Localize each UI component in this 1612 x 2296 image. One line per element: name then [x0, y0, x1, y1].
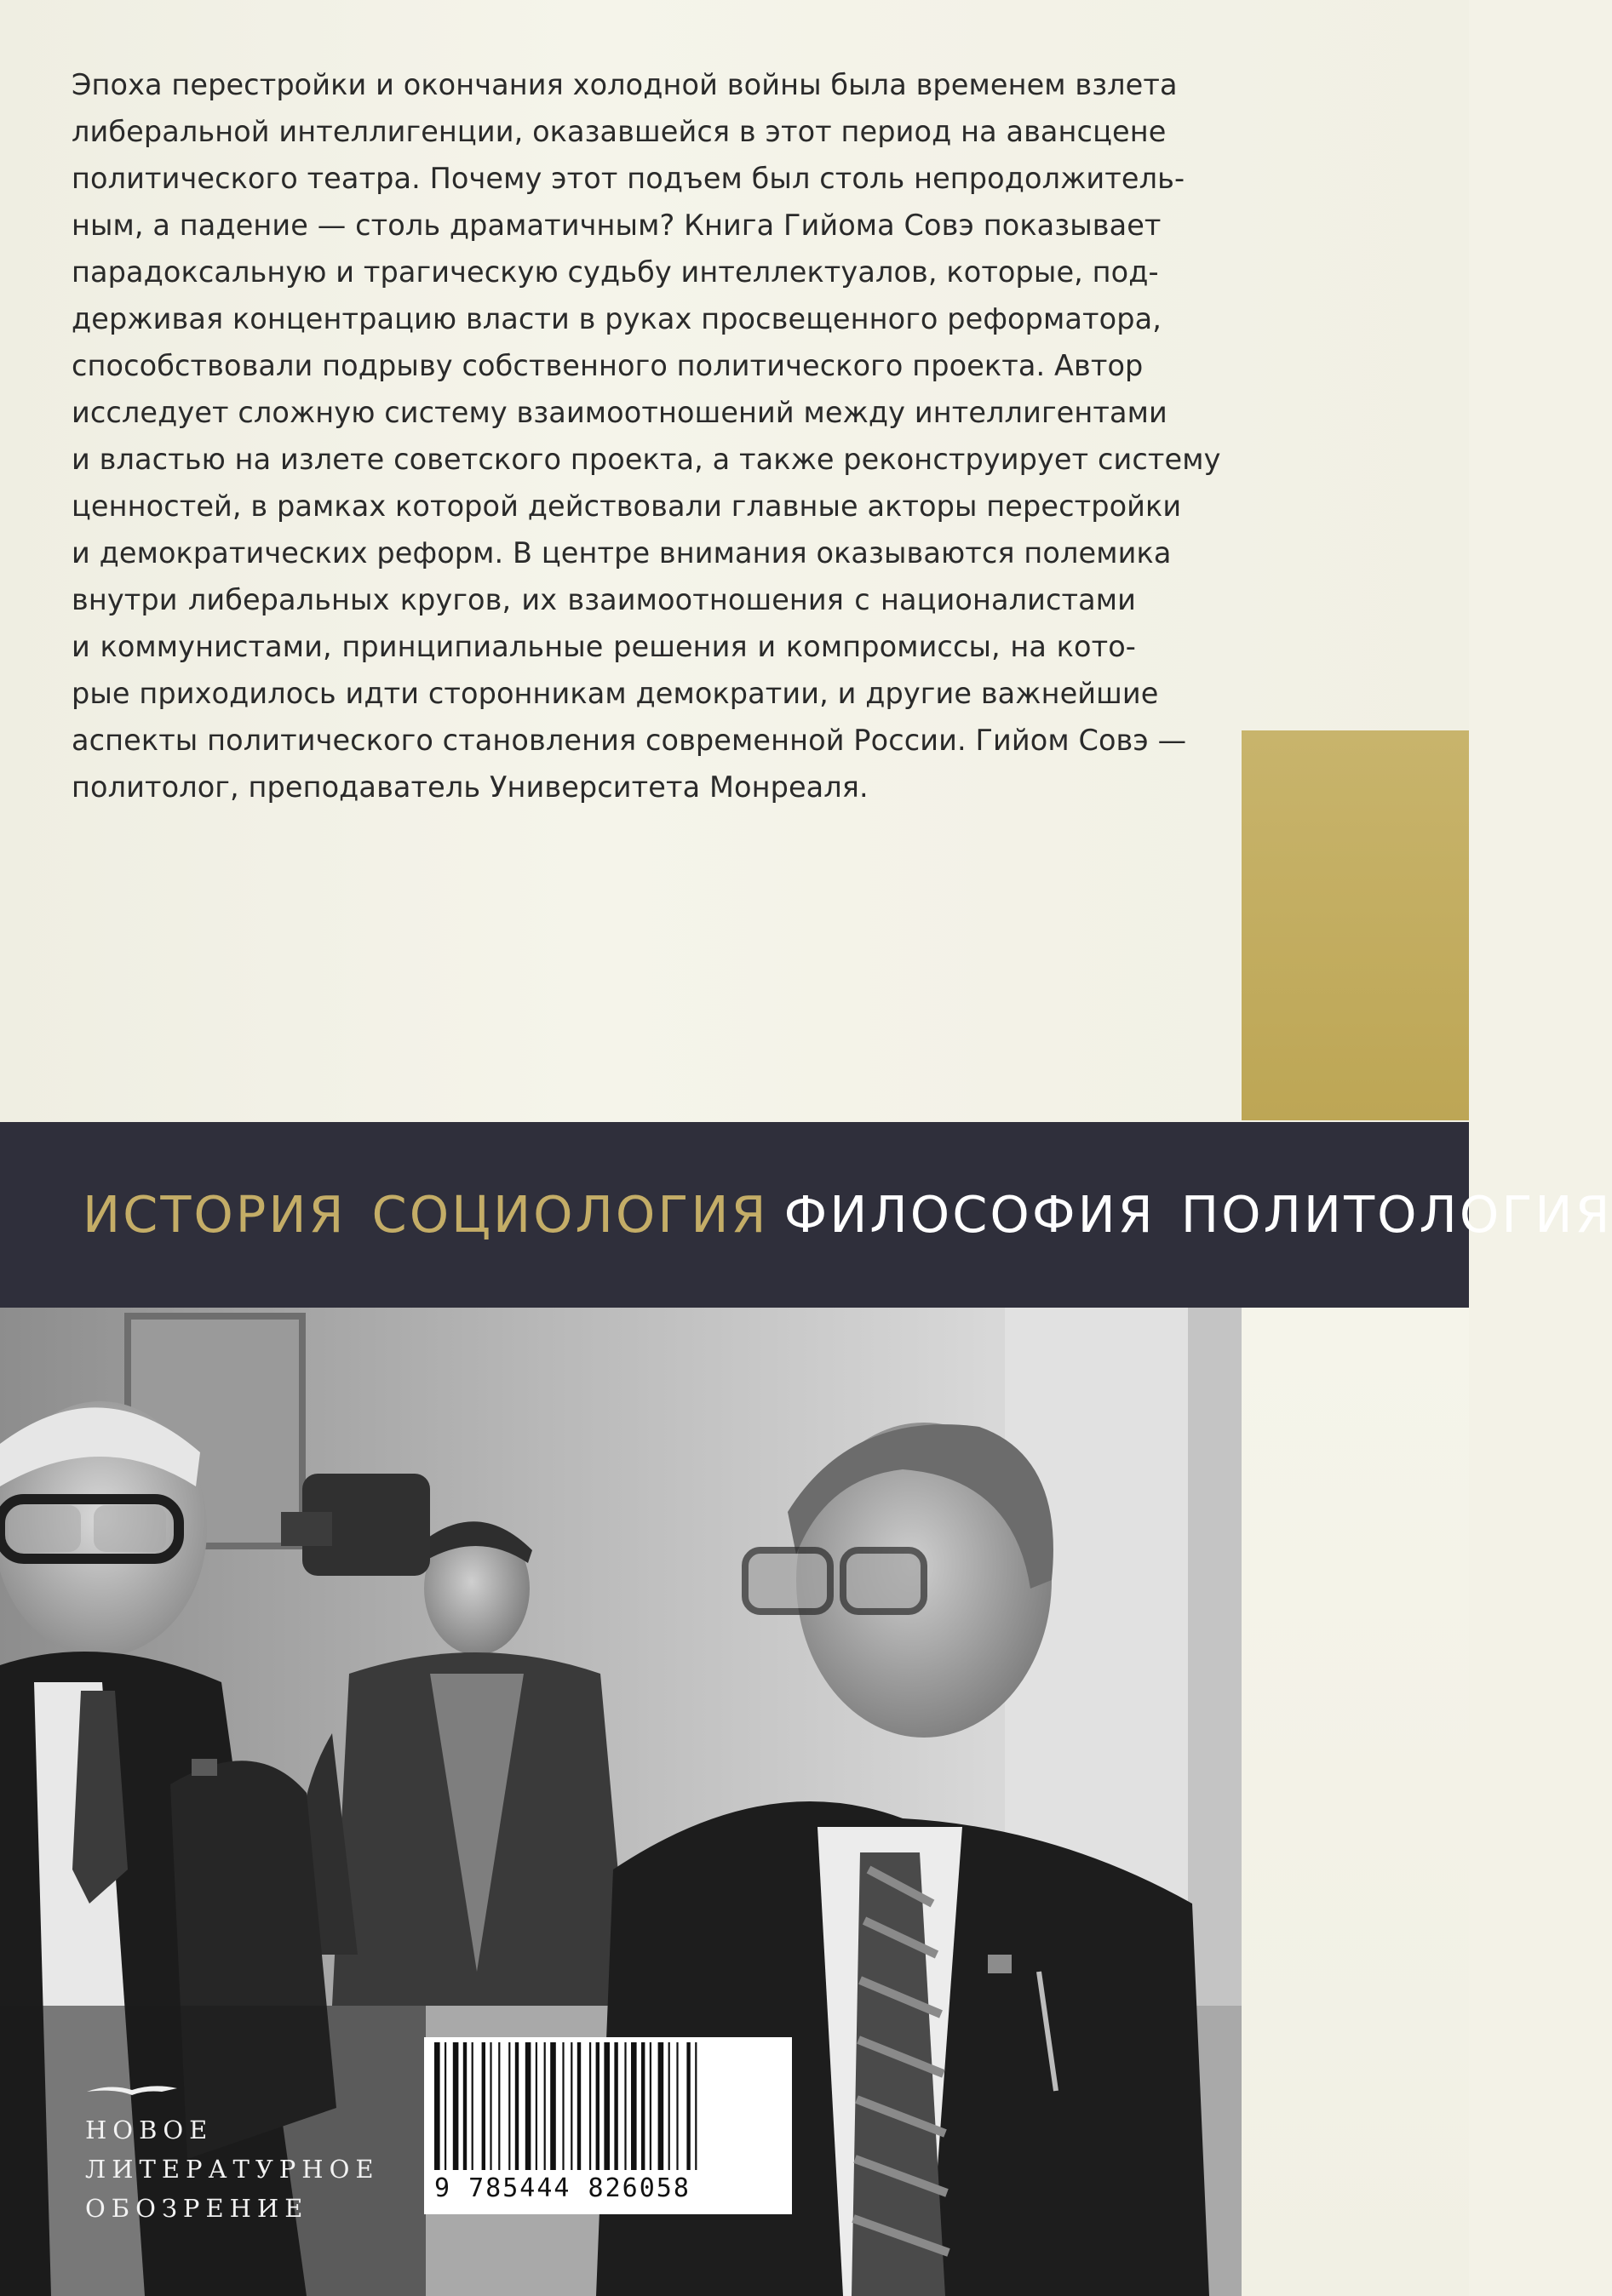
barcode-bar: [650, 2042, 651, 2170]
barcode-bar: [434, 2042, 440, 2170]
description-line: ным, а падение — столь драматичным? Книга Гийома Совэ показывает: [72, 209, 1162, 242]
description-line: способствовали подрыву собственного политического проекта. Автор: [72, 349, 1144, 382]
description-line: Эпоха перестройки и окончания холодной войны была временем взлета: [72, 68, 1178, 101]
barcode-bar: [676, 2042, 678, 2170]
barcode-bar: [544, 2042, 546, 2170]
barcode-bar: [686, 2042, 690, 2170]
barcode-bar: [604, 2042, 610, 2170]
series-sociology: СОЦИОЛОГИЯ: [371, 1185, 769, 1244]
barcode-bar: [589, 2042, 591, 2170]
description-line: ценностей, в рамках которой действовали главные акторы перестройки: [72, 490, 1182, 523]
description-line: держивая концентрацию власти в руках просвещенного реформатора,: [72, 302, 1162, 335]
barcode-bar: [624, 2042, 626, 2170]
barcode-bar: [536, 2042, 537, 2170]
gold-accent-block: [1242, 730, 1469, 1120]
barcode-bar: [463, 2042, 467, 2170]
description-line: внутри либеральных кругов, их взаимоотношения с националистами: [72, 583, 1136, 616]
publisher-logo: [85, 2080, 380, 2228]
barcode-bar: [571, 2042, 572, 2170]
barcode-bar: [550, 2042, 556, 2170]
barcode-bar: [641, 2042, 645, 2170]
description-line: политического театра. Почему этот подъем был столь непродолжитель-: [72, 162, 1185, 195]
series-political-science: ПОЛИТОЛОГИЯ: [1180, 1185, 1612, 1244]
barcode-bar: [472, 2042, 473, 2170]
barcode-bar: [614, 2042, 617, 2170]
barcode-bar: [445, 2042, 446, 2170]
barcode-bar: [490, 2042, 491, 2170]
barcode-bar: [498, 2042, 500, 2170]
barcode-bar: [695, 2042, 697, 2170]
barcode-bar: [562, 2042, 564, 2170]
description-line: аспекты политического становления современной России. Гийом Совэ —: [72, 724, 1187, 757]
description-line: рые приходилось идти сторонникам демократии, и другие важнейшие: [72, 677, 1159, 710]
isbn-digits: 9 785444 826058: [434, 2173, 691, 2203]
barcode-bar: [658, 2042, 664, 2170]
barcode-bars: [424, 2042, 792, 2170]
series-philosophy: ФИЛОСОФИЯ: [783, 1185, 1156, 1244]
description-line: парадоксальную и трагическую судьбу интеллектуалов, которые, под-: [72, 255, 1159, 289]
bird-logo-icon: [85, 2080, 179, 2098]
publisher-name-line: НОВОЕ: [85, 2116, 214, 2144]
barcode-bar: [525, 2042, 531, 2170]
barcode-bar: [596, 2042, 599, 2170]
barcode-bar: [515, 2042, 519, 2170]
description-line: и демократических реформ. В центре внимания оказываются полемика: [72, 536, 1172, 570]
description-line: исследует сложную систему взаимоотношений между интеллигентами: [72, 396, 1167, 429]
description-line: либеральной интеллигенции, оказавшейся в этот период на авансцене: [72, 115, 1167, 148]
barcode-bar: [631, 2042, 637, 2170]
publisher-name-line: ЛИТЕРАТУРНОЕ: [85, 2155, 380, 2184]
book-description: [72, 61, 1221, 810]
series-history: ИСТОРИЯ: [83, 1185, 347, 1244]
barcode-bar: [577, 2042, 581, 2170]
description-line: и коммунистами, принципиальные решения и компромиссы, на кото-: [72, 630, 1136, 663]
description-line: политолог, преподаватель Университета Монреаля.: [72, 770, 869, 804]
series-title: [83, 1185, 1612, 1244]
publisher-name-line: ОБОЗРЕНИЕ: [85, 2194, 309, 2223]
barcode-bar: [482, 2042, 485, 2170]
barcode-bar: [668, 2042, 670, 2170]
barcode-bar: [508, 2042, 510, 2170]
description-line: и властью на излете советского проекта, а также реконструирует систему: [72, 443, 1221, 476]
right-strip: [1242, 1308, 1469, 2296]
barcode-bar: [453, 2042, 459, 2170]
